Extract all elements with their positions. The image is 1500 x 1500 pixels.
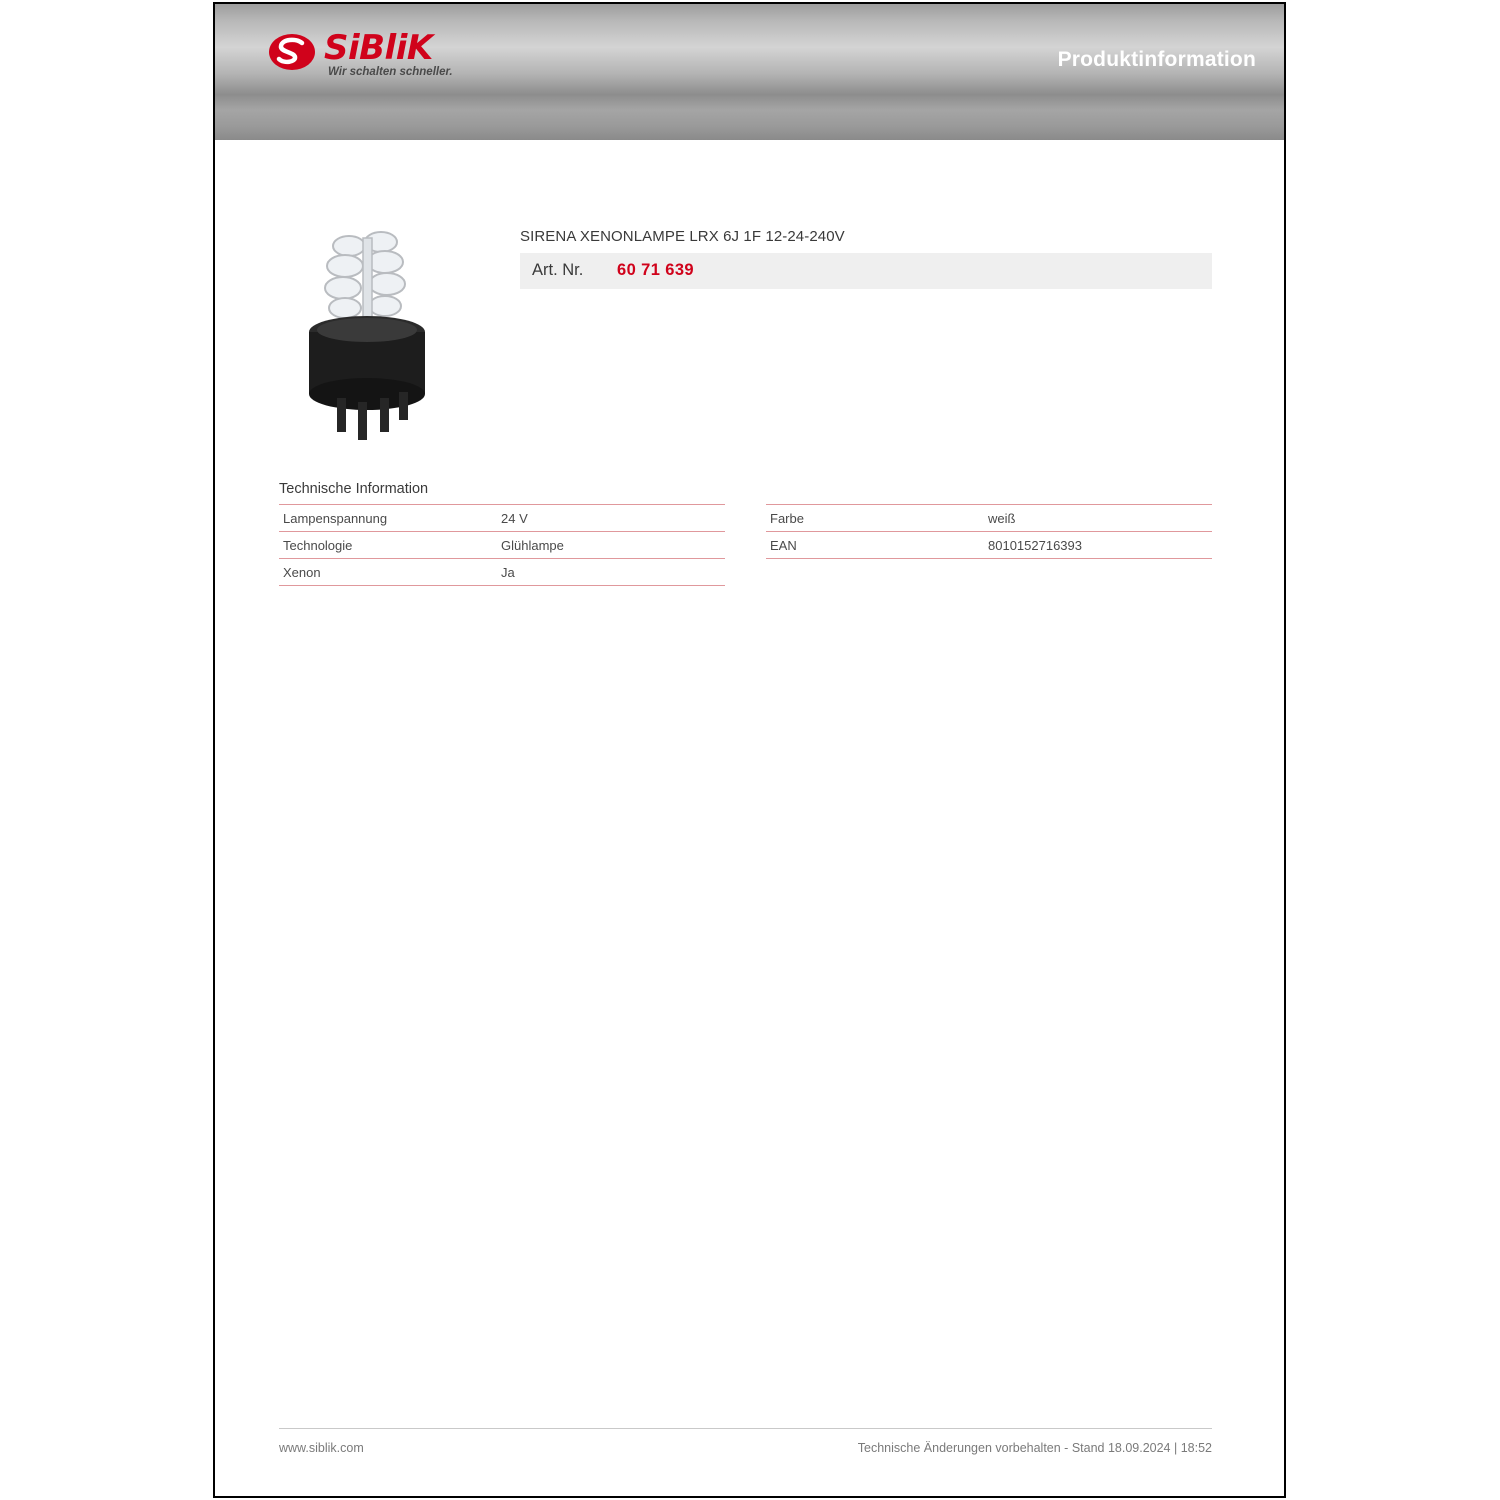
spec-key: EAN [770,538,797,553]
spec-value: 24 V [501,511,528,526]
table-row [766,532,1212,559]
spec-value: weiß [988,511,1016,526]
footer-website-link[interactable]: www.siblik.com [279,1441,364,1455]
page-title: Produktinformation [1057,48,1256,71]
article-number-label: Art. Nr. [532,261,584,279]
table-row [766,505,1212,532]
logo-wordmark: SiBliK [324,28,433,68]
spec-value: Glühlampe [501,538,564,553]
document-sheet [213,2,1286,1498]
spec-key: Technologie [283,538,353,553]
article-number-bar [520,253,1212,289]
table-row [279,505,725,532]
spec-value: 8010152716393 [988,538,1082,553]
spec-key: Farbe [770,511,804,526]
footer-divider [279,1428,1212,1429]
product-image [277,212,477,442]
spec-table-left [279,504,725,586]
technical-information-heading: Technische Information [279,481,429,497]
table-row [279,559,725,586]
header-subband [215,94,1284,140]
article-number-value: 60 71 639 [617,261,695,279]
footer-note: Technische Änderungen vorbehalten - Stand 18.09.2024 | 18:52 [857,1441,1212,1455]
logo-tagline: Wir schalten schneller. [328,66,453,78]
company-logo[interactable] [268,30,538,80]
spec-key: Xenon [283,565,321,580]
spec-table-right [766,504,1212,559]
siblik-s-logo-icon [268,32,316,72]
spec-key: Lampenspannung [283,511,388,526]
table-row [279,532,725,559]
spec-value: Ja [501,565,515,580]
product-name: SIRENA XENONLAMPE LRX 6J 1F 12-24-240V [520,228,845,245]
